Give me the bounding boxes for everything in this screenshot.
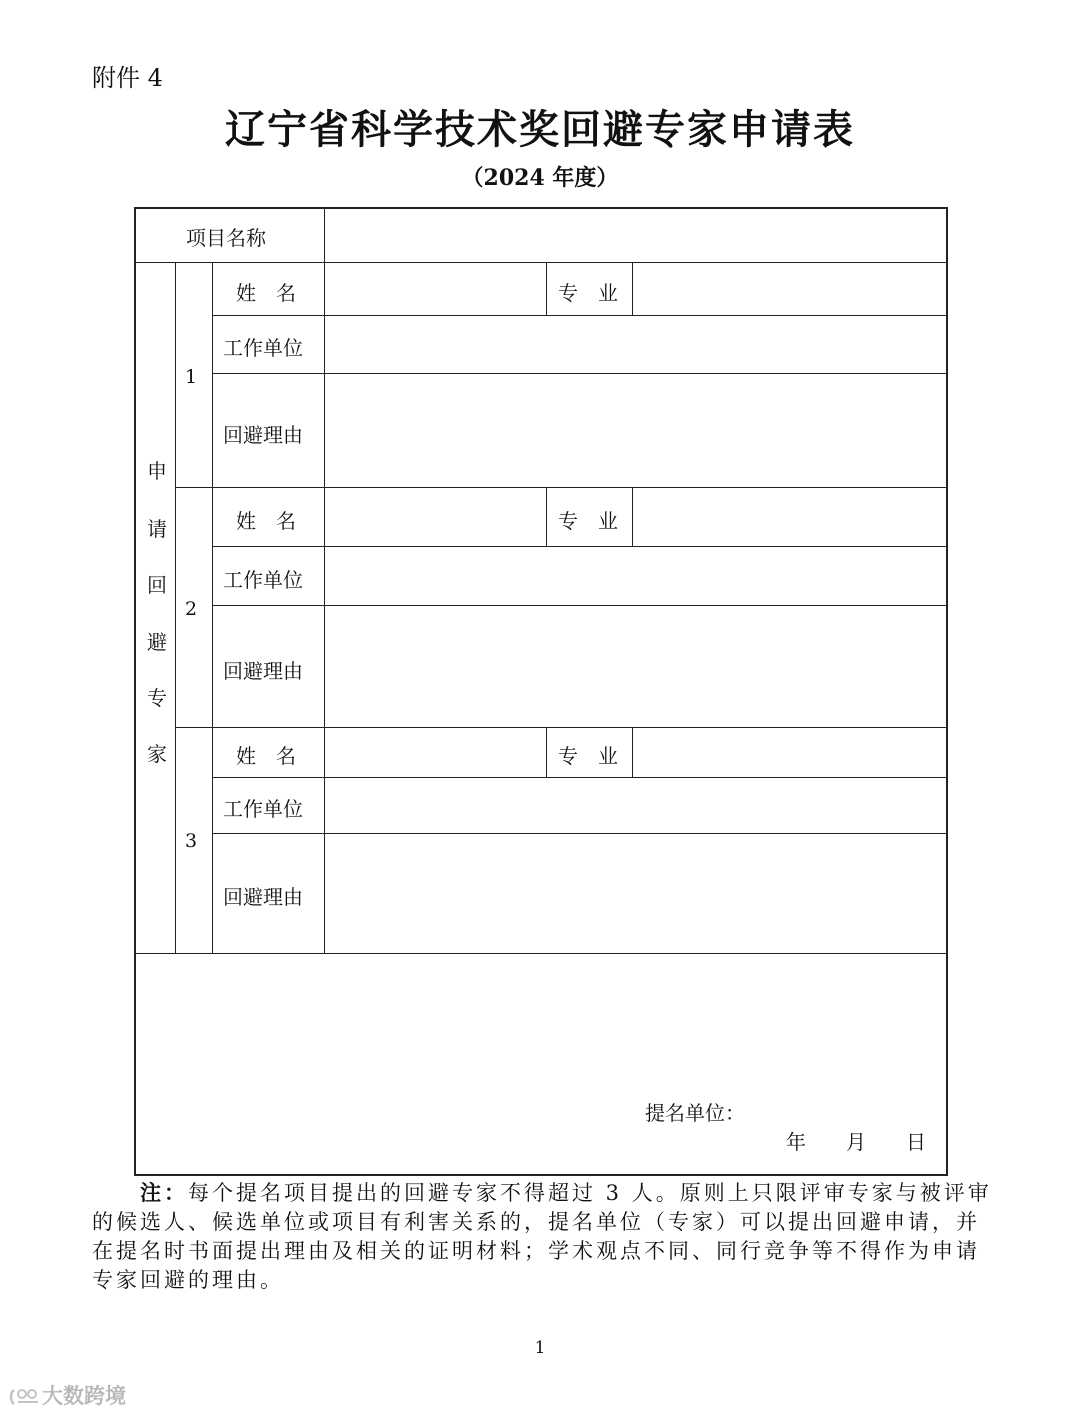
- col-major-left-1: [546, 262, 547, 315]
- expert-major-label: 专 业: [558, 281, 618, 305]
- col-major-left-2: [546, 487, 547, 546]
- nominator-label: 提名单位：: [645, 1101, 745, 1125]
- watermark-logo-icon: [8, 1387, 42, 1407]
- divider-3a: [212, 777, 947, 778]
- col-major-right-1: [632, 262, 633, 315]
- group-label-char: 专: [147, 686, 167, 710]
- watermark-text: 大数跨境: [42, 1384, 126, 1408]
- note-paragraph: [92, 1178, 992, 1295]
- project-name-label: 项目名称: [186, 226, 266, 250]
- expert-org-label: 工作单位: [223, 797, 303, 821]
- expert-org-label: 工作单位: [223, 336, 303, 360]
- watermark: [8, 1380, 126, 1410]
- form-year: （2024 年度）: [461, 165, 619, 191]
- expert-name-label: 姓 名: [236, 509, 296, 533]
- date-label: 年 月 日: [786, 1130, 926, 1154]
- divider-expert-2: [175, 487, 947, 488]
- form-title: 辽宁省科学技术奖回避专家申请表: [225, 107, 855, 153]
- divider-expert-3: [175, 727, 947, 728]
- divider-1b: [212, 373, 947, 374]
- expert-name-label: 姓 名: [236, 281, 296, 305]
- col-major-right-3: [632, 727, 633, 777]
- col-major-left-3: [546, 727, 547, 777]
- expert-reason-label: 回避理由: [223, 885, 303, 909]
- expert-number: 1: [185, 366, 198, 388]
- divider-2b: [212, 605, 947, 606]
- table-border-left: [134, 207, 136, 1176]
- group-label-char: 请: [147, 517, 167, 541]
- expert-reason-label: 回避理由: [223, 423, 303, 447]
- col-major-right-2: [632, 487, 633, 546]
- expert-major-label: 专 业: [558, 744, 618, 768]
- col-label-right: [324, 207, 325, 953]
- col-group-right: [175, 262, 176, 953]
- divider-signature: [134, 953, 947, 954]
- expert-number: 2: [185, 598, 198, 620]
- expert-number: 3: [185, 830, 198, 852]
- page-number: 1: [534, 1338, 546, 1358]
- group-label-char: 申: [147, 459, 167, 483]
- divider-3b: [212, 833, 947, 834]
- divider-project: [134, 262, 947, 263]
- expert-name-label: 姓 名: [236, 744, 296, 768]
- group-label-char: 家: [147, 742, 167, 766]
- note-lead: 注：: [140, 1180, 188, 1205]
- group-label-char: 避: [147, 630, 167, 654]
- divider-2a: [212, 546, 947, 547]
- table-border-right: [946, 207, 948, 1176]
- expert-org-label: 工作单位: [223, 568, 303, 592]
- expert-major-label: 专 业: [558, 509, 618, 533]
- expert-reason-label: 回避理由: [223, 659, 303, 683]
- divider-1a: [212, 315, 947, 316]
- table-border-top: [134, 207, 948, 209]
- note-text: 每个提名项目提出的回避专家不得超过 3 人。原则上只限评审专家与被评审的候选人、候选单位或项目有利害关系的，提名单位（专家）可以提出回避申请，并在提名时书面提出理由及相关的证明材料；学术观点不同、同行竞争等不得作为申请专家回避的理由。: [92, 1181, 992, 1292]
- group-label-char: 回: [147, 573, 167, 597]
- table-border-bottom: [134, 1174, 948, 1176]
- attachment-label: 附件 4: [92, 64, 163, 92]
- col-number-right: [212, 262, 213, 953]
